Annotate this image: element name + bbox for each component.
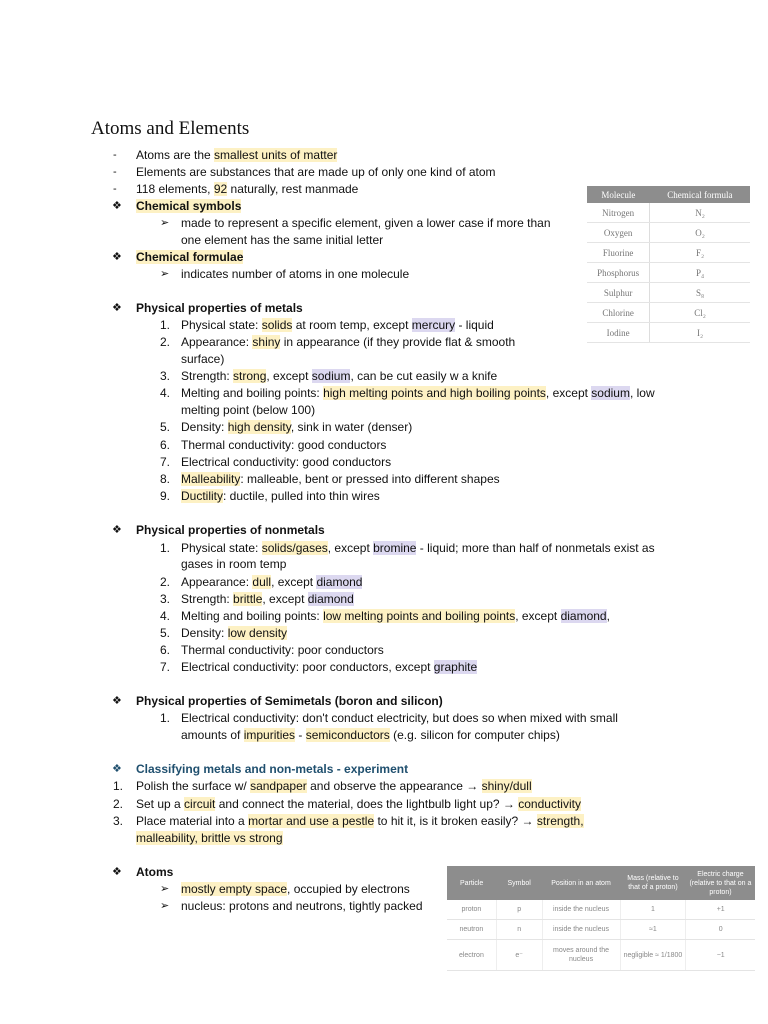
list-number: 3.	[159, 592, 170, 606]
text: : malleable, bent or pressed into different shapes	[240, 472, 500, 486]
table-cell: Cl₂	[650, 303, 750, 323]
table-cell: n	[496, 920, 542, 940]
table-cell: proton	[447, 900, 496, 920]
list-number: 4.	[159, 386, 170, 400]
text: Strength:	[181, 369, 234, 383]
table-row	[447, 920, 755, 940]
highlight: solids	[261, 318, 293, 332]
arrow-bullet-icon: ➢	[160, 217, 170, 229]
highlight: 92	[213, 182, 228, 196]
highlight: solids/gases	[261, 541, 328, 555]
table-cell: F₂	[650, 243, 750, 263]
table-cell: 1	[620, 900, 686, 920]
highlight: strength,	[536, 814, 584, 828]
table-cell: O₂	[650, 223, 750, 243]
list-number: 5.	[159, 420, 170, 434]
diamond-bullet-icon: ❖	[112, 763, 122, 775]
highlight: Chemical symbols	[136, 199, 242, 213]
symbols-line-1: made to represent a specific element, given a lower case if more than	[181, 216, 551, 230]
highlight: diamond	[560, 609, 607, 623]
table-cell: e⁻	[496, 940, 542, 971]
symbols-heading	[136, 198, 241, 214]
text: 118 elements,	[136, 182, 214, 196]
table-cell: −1	[686, 940, 755, 971]
highlight: shiny	[252, 335, 281, 349]
highlight: Chemical formulae	[136, 250, 244, 264]
highlight: low density	[227, 626, 288, 640]
table-cell: p	[496, 900, 542, 920]
text: Density:	[181, 626, 228, 640]
text: Appearance:	[181, 575, 253, 589]
highlight: dull	[252, 575, 272, 589]
text: ,	[606, 609, 610, 623]
table-cell: Nitrogen	[587, 203, 650, 223]
table-row	[587, 203, 750, 223]
table-row	[587, 303, 750, 323]
text: amounts of	[181, 728, 244, 742]
list-number: 8.	[159, 472, 170, 486]
highlight: sodium	[311, 369, 351, 383]
metals-item-4-cont: melting point (below 100)	[181, 403, 316, 417]
nonmetals-item-5	[181, 625, 287, 641]
text: Physical state:	[181, 318, 262, 332]
highlight: smallest units of matter	[214, 148, 338, 162]
metals-item-2-cont: surface)	[181, 352, 225, 366]
column-header: Electric charge (relative to that on a proton)	[686, 866, 755, 900]
list-number: 9.	[159, 489, 170, 503]
table-row	[587, 283, 750, 303]
highlight: sodium	[591, 386, 630, 400]
diamond-bullet-icon: ❖	[112, 302, 122, 314]
text: and connect the material, does the lightbulb light up? →	[215, 797, 519, 811]
table-cell: Sulphur	[587, 283, 650, 303]
text: Polish the surface w/	[136, 779, 251, 793]
table-cell: ≈1	[620, 920, 686, 940]
table-cell: moves around the nucleus	[542, 940, 620, 971]
highlight: strong	[233, 369, 267, 383]
text: , occupied by electrons	[287, 882, 410, 896]
table-cell: Phosphorus	[587, 263, 650, 283]
diamond-bullet-icon: ❖	[112, 695, 122, 707]
diamond-bullet-icon: ❖	[112, 866, 122, 878]
list-number: 1.	[159, 318, 170, 332]
highlight: graphite	[433, 660, 478, 674]
dash-marker: -	[113, 149, 117, 161]
list-number: 6.	[159, 438, 170, 452]
text: , except	[515, 609, 561, 623]
formulae-heading	[136, 249, 243, 265]
semimetals-item-1-cont	[181, 727, 560, 743]
metals-item-3	[181, 368, 497, 384]
text: , except	[262, 592, 308, 606]
table-cell: negligible ≈ 1/1800	[620, 940, 686, 971]
text: , except	[266, 369, 312, 383]
nonmetals-heading: Physical properties of nonmetals	[136, 523, 325, 537]
highlight: conductivity	[518, 797, 581, 811]
text: Physical state:	[181, 541, 262, 555]
semimetals-item-1: Electrical conductivity: don't conduct electricity, but does so when mixed with small	[181, 711, 618, 725]
list-number: 7.	[159, 660, 170, 674]
list-number: 6.	[159, 643, 170, 657]
text: - liquid	[455, 318, 494, 332]
nonmetals-item-6: Thermal conductivity: poor conductors	[181, 643, 384, 657]
diamond-bullet-icon: ❖	[112, 524, 122, 536]
highlight: shiny/dull	[481, 779, 532, 793]
list-number: 5.	[159, 626, 170, 640]
atoms-heading: Atoms	[136, 865, 174, 879]
text: Electrical conductivity: poor conductors, except	[181, 660, 434, 674]
highlight: circuit	[184, 797, 216, 811]
semimetals-heading: Physical properties of Semimetals (boron and silicon)	[136, 694, 443, 708]
metals-item-7: Electrical conductivity: good conductors	[181, 455, 392, 469]
experiment-step-3	[136, 813, 584, 829]
table-cell: 0	[686, 920, 755, 940]
text: at room temp, except	[292, 318, 412, 332]
column-header: Molecule	[587, 186, 650, 203]
highlight: Ductility	[181, 489, 224, 503]
list-number: 2.	[112, 797, 123, 811]
list-number: 3.	[159, 369, 170, 383]
highlight: mostly empty space	[181, 882, 288, 896]
text: : ductile, pulled into thin wires	[223, 489, 380, 503]
metals-item-1	[181, 317, 494, 333]
text: -	[295, 728, 306, 742]
highlight: malleability, brittle vs strong	[136, 831, 283, 845]
metals-item-6: Thermal conductivity: good conductors	[181, 438, 387, 452]
highlight: sandpaper	[250, 779, 307, 793]
nonmetals-item-2	[181, 574, 362, 590]
table-cell: Fluorine	[587, 243, 650, 263]
table-cell: +1	[686, 900, 755, 920]
column-header: Position in an atom	[542, 866, 620, 900]
dash-marker: -	[113, 183, 117, 195]
dash-marker: -	[113, 166, 117, 178]
table-cell: N₂	[650, 203, 750, 223]
list-number: 1.	[159, 711, 170, 725]
text: in appearance (if they provide flat & smooth	[280, 335, 516, 349]
highlight: semiconductors	[305, 728, 390, 742]
list-number: 2.	[159, 335, 170, 349]
highlight: high density	[227, 420, 291, 434]
highlight: mortar and use a pestle	[248, 814, 375, 828]
list-number: 2.	[159, 575, 170, 589]
column-header: Symbol	[496, 866, 542, 900]
text: , except	[327, 541, 374, 555]
text: Appearance:	[181, 335, 253, 349]
experiment-heading: Classifying metals and non-metals - experiment	[136, 762, 409, 776]
table-header-row	[447, 866, 755, 900]
text: Place material into a	[136, 814, 249, 828]
column-header: Particle	[447, 866, 496, 900]
nonmetals-item-4	[181, 608, 610, 624]
table-row	[587, 323, 750, 343]
symbols-line-2: one element has the same initial letter	[181, 233, 384, 247]
table-row	[587, 263, 750, 283]
list-number: 3.	[112, 814, 123, 828]
text: Melting and boiling points:	[181, 609, 324, 623]
arrow-bullet-icon: ➢	[160, 900, 170, 912]
atoms-item-2: nucleus: protons and neutrons, tightly packed	[181, 899, 423, 913]
metals-item-8	[181, 471, 500, 487]
highlight: Malleability	[181, 472, 241, 486]
table-cell: electron	[447, 940, 496, 971]
table-row	[587, 223, 750, 243]
table-cell: inside the nucleus	[542, 900, 620, 920]
text: - liquid; more than half of nonmetals exist as	[416, 541, 655, 555]
text: , sink in water (denser)	[290, 420, 413, 434]
diamond-bullet-icon: ❖	[112, 200, 122, 212]
highlight: diamond	[316, 575, 363, 589]
column-header: Mass (relative to that of a proton)	[620, 866, 686, 900]
text: , except	[271, 575, 317, 589]
list-number: 1.	[112, 779, 123, 793]
nonmetals-item-1-cont: gases in room temp	[181, 557, 287, 571]
page-title: Atoms and Elements	[91, 118, 250, 139]
text: , can be cut easily w a knife	[350, 369, 498, 383]
nonmetals-item-3	[181, 591, 354, 607]
experiment-step-3-cont	[136, 830, 283, 846]
text: , low	[629, 386, 655, 400]
experiment-step-2	[136, 796, 581, 812]
metals-item-5	[181, 419, 412, 435]
experiment-step-1	[136, 778, 532, 794]
arrow-bullet-icon: ➢	[160, 268, 170, 280]
metals-item-2	[181, 334, 515, 350]
highlight: bromine	[373, 541, 417, 555]
intro-line-1	[136, 147, 337, 163]
intro-line-2: Elements are substances that are made up of only one kind of atom	[136, 165, 496, 179]
text: Melting and boiling points:	[181, 386, 324, 400]
table-header-row	[587, 186, 750, 203]
text: (e.g. silicon for computer chips)	[389, 728, 560, 742]
subatomic-particle-table	[447, 866, 755, 971]
list-number: 4.	[159, 609, 170, 623]
metals-item-4	[181, 385, 655, 401]
table-row	[447, 940, 755, 971]
text: and observe the appearance →	[306, 779, 482, 793]
arrow-bullet-icon: ➢	[160, 883, 170, 895]
table-cell: inside the nucleus	[542, 920, 620, 940]
atoms-item-1	[181, 881, 410, 897]
table-cell: neutron	[447, 920, 496, 940]
table-cell: Iodine	[587, 323, 650, 343]
table-cell: S₈	[650, 283, 750, 303]
formulae-line-1: indicates number of atoms in one molecule	[181, 267, 410, 281]
intro-line-3	[136, 181, 358, 197]
text: Atoms are the	[136, 148, 215, 162]
list-number: 7.	[159, 455, 170, 469]
highlight: mercury	[411, 318, 456, 332]
text: naturally, rest manmade	[227, 182, 359, 196]
highlight: diamond	[307, 592, 354, 606]
table-row	[447, 900, 755, 920]
nonmetals-item-7	[181, 659, 477, 675]
table-cell: P₄	[650, 263, 750, 283]
highlight: brittle	[233, 592, 263, 606]
text: Density:	[181, 420, 228, 434]
column-header: Chemical formula	[650, 186, 750, 203]
metals-heading: Physical properties of metals	[136, 301, 303, 315]
highlight: low melting points and boiling points	[323, 609, 516, 623]
list-number: 1.	[159, 541, 170, 555]
text: to hit it, is it broken easily? →	[374, 814, 537, 828]
text: Set up a	[136, 797, 185, 811]
highlight: impurities	[243, 728, 296, 742]
table-row	[587, 243, 750, 263]
diamond-bullet-icon: ❖	[112, 251, 122, 263]
table-cell: Chlorine	[587, 303, 650, 323]
highlight: high melting points and high boiling points	[323, 386, 546, 400]
text: , except	[545, 386, 592, 400]
table-cell: Oxygen	[587, 223, 650, 243]
metals-item-9	[181, 488, 380, 504]
nonmetals-item-1	[181, 540, 655, 556]
table-cell: I₂	[650, 323, 750, 343]
molecule-formula-table	[587, 186, 750, 343]
text: Strength:	[181, 592, 234, 606]
